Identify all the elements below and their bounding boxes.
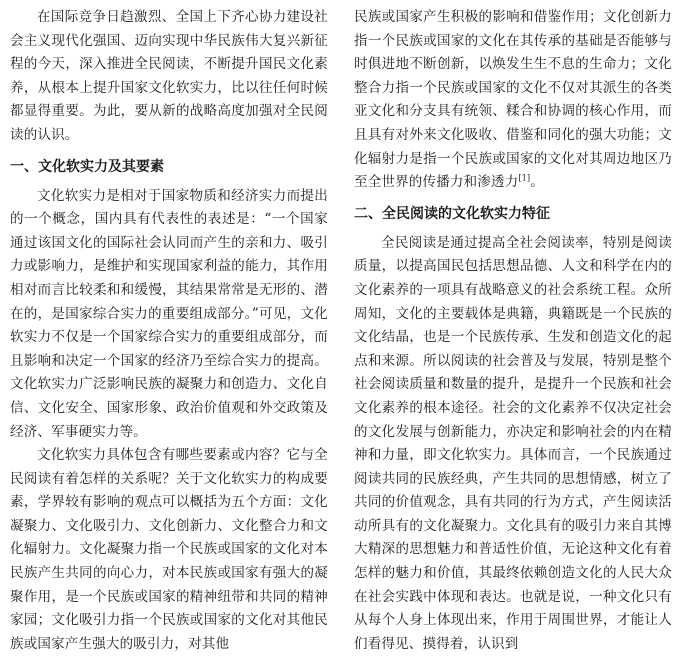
section1-heading: 一、文化软实力及其要素 — [10, 158, 164, 175]
section2-heading: 二、全民阅读的文化软实力特征 — [354, 205, 550, 222]
right-column — [354, 6, 672, 656]
section1-paragraph: 文化软实力是相对于国家物质和经济实力而提出的一个概念，国内具有代表性的表述是：“一个国家通过该国文化的国际社会认同而产生的亲和力、吸引力或影响力，是维护和实现国家利益的能力，其作用相对而言比较柔和和缓慢，其结果常常是无形的、潜在的，是国家综合实力的重要组成部分。”可见，文化软实力不仅是一个国家综合实力的重要组成部分，而且影响和决定一个国家的经济乃至综合实力的提高。文化软实力广泛影响民族的凝聚力和创造力、文化自信、文化安全、国家形象、政治价值观和外交政策及经济、军事硬实力等。 — [10, 187, 328, 440]
left-column — [10, 6, 328, 656]
section2-paragraph: 全民阅读是通过提高全社会阅读率，特别是阅读质量，以提高国民包括思想品德、人文和科学在内的文化素养的一项具有战略意义的社会系统工程。众所周知，文化的主要载体是典籍，典籍既是一个民族的文化结晶，也是一个民族传承、生发和创造文化的起点和来源。所以阅读的社会普及与发展，特别是整个社会阅读质量和数量的提升，是提升一个民族和社会文化素养的根本途径。社会的文化素养不仅决定社会的文化发展与创新能力，亦决定和影响社会的内在精神和力量，即文化软实力。具体而言，一个民族通过阅读共同的民族经典，产生共同的思想情感，树立了共同的价值观念，具有共同的行为方式，产生阅读活动所具有的文化凝聚力。文化具有的吸引力来自其博大精深的思想魅力和普适性价值，无论这种文化有着怎样的魅力和价值，其最终依赖创造文化的人民大众在社会实践中体现和表达。也就是说，一种文化只有从每个人身上体现出来，作用于周围世界，才能让人们看得见、摸得着，认识到 — [354, 234, 672, 652]
footnote-reference[interactable]: [1] — [518, 173, 531, 183]
continuation-end: 。 — [530, 174, 545, 191]
intro-paragraph: 在国际竞争日趋激烈、全国上下齐心协力建设社会主义现代化强国、迈向实现中华民族伟大复兴新征程的今天，深入推进全民阅读，不断提升国民文化素养，从根本上提升国家文化软实力，比以往任何时候都显得重要。为此，要从新的战略高度加强对全民阅读的认识。 — [10, 9, 328, 143]
continuation-text: 民族或国家产生积极的影响和借鉴作用；文化创新力指一个民族或国家的文化在其传承的基础是否能够与时俱进地不断创新，以焕发生生不息的生命力；文化整合力指一个民族或国家的文化不仅对其派生的各类亚文化和分支具有统领、糅合和协调的核心作用，而且具有对外来文化吸收、借鉴和同化的强大功能；文化辐射力是指一个民族或国家的文化对其周边地区乃至全世界的传播力和渗透力 — [354, 9, 672, 191]
continued-paragraph — [354, 6, 672, 195]
section1-paragraph: 文化软实力具体包含有哪些要素或内容？它与全民阅读有着怎样的关系呢？关于文化软实力的构成要素，学界较有影响的观点可以概括为五个方面：文化凝聚力、文化吸引力、文化创新力、文化整合力和文化辐射力。文化凝聚力指一个民族或国家的文化对本民族产生共同的向心力，对本民族或国家有强大的凝聚作用，是一个民族或国家的精神纽带和共同的精神家园；文化吸引力指一个民族或国家的文化对其他民族或国家产生强大的吸引力，对其他 — [10, 447, 328, 652]
